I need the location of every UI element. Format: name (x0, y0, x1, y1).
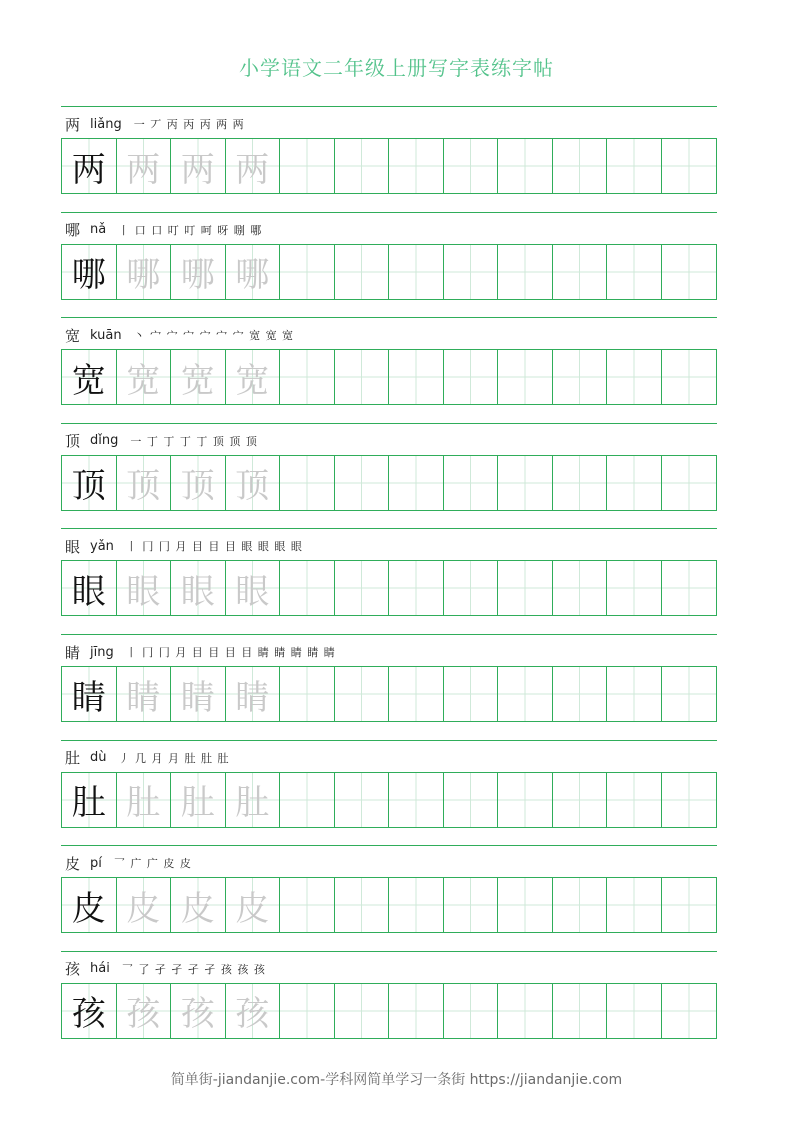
grid-cell (498, 773, 553, 827)
grid-cell (607, 878, 662, 932)
grid-cell (444, 878, 499, 932)
grid-cell (62, 878, 117, 932)
grid-cell (335, 984, 390, 1038)
char-header (65, 747, 230, 769)
trace-char: 两 (126, 149, 161, 190)
grid-cell (280, 878, 335, 932)
grid-cell (171, 139, 226, 193)
grid-cell (662, 561, 717, 615)
trace-char: 睛 (235, 677, 270, 718)
grid-cell (280, 984, 335, 1038)
grid-cell (171, 773, 226, 827)
grid-cell (280, 667, 335, 721)
grid-cell (389, 139, 444, 193)
grid-cell (226, 456, 281, 510)
stroke-order: 丨 冂 冂 月 目 目 目 眼 眼 眼 眼 (125, 540, 303, 554)
stroke-order: 丶 宀 宀 宀 宀 宀 宀 宽 宽 宽 (133, 329, 295, 343)
grid-cell (62, 667, 117, 721)
grid-cell (226, 667, 281, 721)
trace-char: 睛 (180, 677, 215, 718)
trace-char: 皮 (126, 888, 161, 929)
pinyin: nǎ (90, 222, 107, 238)
separator-line (61, 845, 717, 846)
writing-grid (61, 983, 717, 1039)
trace-char: 哪 (235, 255, 270, 296)
grid-cell (117, 456, 172, 510)
trace-char: 两 (180, 149, 215, 190)
grid-cell (662, 456, 717, 510)
writing-grid (61, 560, 717, 616)
header-char: 睛 (65, 643, 81, 662)
grid-cell (171, 561, 226, 615)
grid-cell (62, 245, 117, 299)
grid-cell (553, 984, 608, 1038)
trace-char: 顶 (126, 466, 161, 507)
grid-cell (117, 667, 172, 721)
char-header (65, 852, 192, 874)
trace-char: 肚 (126, 783, 161, 824)
grid-cell (226, 561, 281, 615)
grid-cell (335, 350, 390, 404)
grid-cell (335, 667, 390, 721)
grid-cell (62, 561, 117, 615)
model-char: 顶 (71, 466, 106, 507)
header-char: 皮 (65, 854, 81, 873)
page-title: 小学语文二年级上册写字表练字帖 (239, 56, 554, 80)
grid-cell (117, 878, 172, 932)
footer-text: 简单街-jiandanjie.com-学科网简单学习一条街 https://jiandanjie.com (170, 1072, 623, 1088)
grid-cell (335, 878, 390, 932)
char-entry (61, 317, 717, 423)
grid-cell (280, 245, 335, 299)
grid-cell (607, 667, 662, 721)
pinyin: yǎn (90, 538, 114, 554)
char-header (65, 641, 336, 663)
grid-cell (171, 456, 226, 510)
grid-cell (389, 773, 444, 827)
grid-cell (117, 350, 172, 404)
writing-grid (61, 877, 717, 933)
grid-cell (171, 245, 226, 299)
grid-cell (62, 773, 117, 827)
grid-cell (444, 350, 499, 404)
grid-cell (335, 139, 390, 193)
grid-cell (498, 139, 553, 193)
separator-line (61, 106, 717, 107)
char-entry (61, 845, 717, 951)
header-char: 宽 (65, 326, 81, 345)
writing-grid (61, 138, 717, 194)
grid-cell (553, 773, 608, 827)
grid-cell (498, 667, 553, 721)
grid-cell (607, 139, 662, 193)
stroke-order: 丿 几 月 月 肚 肚 肚 (118, 751, 230, 765)
grid-cell (444, 456, 499, 510)
header-char: 两 (65, 115, 81, 134)
grid-cell (62, 139, 117, 193)
grid-cell (498, 984, 553, 1038)
grid-cell (662, 984, 717, 1038)
char-header (65, 430, 258, 452)
header-char: 肚 (65, 749, 81, 768)
pinyin: dǐng (90, 433, 119, 449)
trace-char: 肚 (180, 783, 215, 824)
pinyin: hái (90, 961, 110, 977)
stroke-order: 一 丆 丙 丙 丙 两 两 (133, 118, 245, 131)
pinyin: pí (90, 855, 102, 871)
trace-char: 眼 (235, 571, 270, 612)
trace-char: 宽 (126, 360, 161, 401)
trace-char: 皮 (180, 888, 215, 929)
pinyin: jīng (90, 644, 114, 660)
char-header (65, 324, 294, 346)
grid-cell (498, 561, 553, 615)
grid-cell (280, 350, 335, 404)
separator-line (61, 528, 717, 529)
grid-cell (171, 350, 226, 404)
grid-cell (444, 773, 499, 827)
trace-char: 肚 (235, 783, 270, 824)
grid-cell (607, 773, 662, 827)
grid-cell (389, 667, 444, 721)
pinyin: liǎng (90, 116, 122, 132)
trace-char: 睛 (126, 677, 161, 718)
grid-cell (444, 984, 499, 1038)
grid-cell (171, 667, 226, 721)
grid-cell (662, 245, 717, 299)
char-entry (61, 528, 717, 634)
grid-cell (553, 456, 608, 510)
model-char: 孩 (71, 994, 106, 1035)
char-header (65, 958, 266, 980)
grid-cell (553, 245, 608, 299)
separator-line (61, 423, 717, 424)
grid-cell (444, 667, 499, 721)
grid-cell (389, 245, 444, 299)
grid-cell (62, 350, 117, 404)
grid-cell (117, 984, 172, 1038)
grid-cell (444, 139, 499, 193)
grid-cell (498, 456, 553, 510)
grid-cell (117, 245, 172, 299)
grid-cell (335, 456, 390, 510)
grid-cell (226, 773, 281, 827)
writing-grid (61, 244, 717, 300)
grid-cell (553, 561, 608, 615)
stroke-order: 丨 口 口 叮 叮 呵 呀 哵 哪 (118, 223, 263, 237)
grid-cell (444, 561, 499, 615)
grid-cell (226, 245, 281, 299)
separator-line (61, 634, 717, 635)
grid-cell (498, 245, 553, 299)
grid-cell (226, 139, 281, 193)
grid-cell (62, 456, 117, 510)
trace-char: 宽 (235, 360, 270, 401)
writing-grid (61, 455, 717, 511)
grid-cell (389, 561, 444, 615)
grid-cell (171, 878, 226, 932)
model-char: 眼 (71, 571, 106, 612)
model-char: 皮 (71, 888, 106, 929)
grid-cell (117, 139, 172, 193)
grid-cell (280, 456, 335, 510)
grid-cell (607, 456, 662, 510)
stroke-order: 乛 了 孑 孑 孑 孑 孩 孩 孩 (121, 962, 266, 976)
stroke-order: 乛 广 广 皮 皮 (113, 857, 192, 871)
grid-cell (662, 350, 717, 404)
header-char: 眼 (65, 537, 81, 556)
char-entry (61, 740, 717, 846)
grid-cell (662, 878, 717, 932)
grid-cell (280, 773, 335, 827)
char-header (65, 113, 245, 135)
char-entry (61, 212, 717, 318)
trace-char: 孩 (180, 994, 215, 1035)
grid-cell (335, 773, 390, 827)
grid-cell (662, 667, 717, 721)
char-entry (61, 951, 717, 1057)
separator-line (61, 317, 717, 318)
pinyin: dù (90, 750, 107, 766)
trace-char: 顶 (180, 466, 215, 507)
grid-cell (389, 456, 444, 510)
grid-cell (335, 245, 390, 299)
trace-char: 宽 (180, 360, 215, 401)
header-char: 顶 (65, 432, 81, 451)
grid-cell (62, 984, 117, 1038)
grid-cell (280, 139, 335, 193)
model-char: 两 (71, 149, 106, 190)
grid-cell (444, 245, 499, 299)
grid-cell (226, 350, 281, 404)
grid-cell (498, 878, 553, 932)
grid-cell (553, 667, 608, 721)
model-char: 哪 (71, 255, 106, 296)
grid-cell (335, 561, 390, 615)
char-entry (61, 106, 717, 212)
char-entry (61, 634, 717, 740)
grid-cell (117, 773, 172, 827)
trace-char: 眼 (126, 571, 161, 612)
trace-char: 哪 (126, 255, 161, 296)
model-char: 肚 (71, 783, 106, 824)
separator-line (61, 951, 717, 952)
model-char: 睛 (71, 677, 106, 718)
grid-cell (607, 350, 662, 404)
pinyin: kuān (90, 327, 122, 343)
grid-cell (226, 878, 281, 932)
grid-cell (171, 984, 226, 1038)
char-header (65, 219, 262, 241)
char-header (65, 535, 303, 557)
grid-cell (226, 984, 281, 1038)
grid-cell (389, 350, 444, 404)
grid-cell (607, 561, 662, 615)
trace-char: 哪 (180, 255, 215, 296)
grid-cell (662, 773, 717, 827)
grid-cell (662, 139, 717, 193)
grid-cell (607, 984, 662, 1038)
grid-cell (607, 245, 662, 299)
trace-char: 眼 (180, 571, 215, 612)
writing-grid (61, 666, 717, 722)
grid-cell (389, 984, 444, 1038)
model-char: 宽 (71, 360, 106, 401)
grid-cell (117, 561, 172, 615)
trace-char: 顶 (235, 466, 270, 507)
writing-grid (61, 349, 717, 405)
separator-line (61, 212, 717, 213)
trace-char: 皮 (235, 888, 270, 929)
trace-char: 孩 (126, 994, 161, 1035)
writing-grid (61, 772, 717, 828)
grid-cell (498, 350, 553, 404)
grid-cell (280, 561, 335, 615)
stroke-order: 一 丁 丁 丁 丁 顶 顶 顶 (130, 434, 258, 448)
char-entry (61, 423, 717, 529)
grid-cell (389, 878, 444, 932)
grid-cell (553, 350, 608, 404)
header-char: 孩 (65, 960, 81, 979)
stroke-order: 丨 冂 冂 月 目 目 目 目 睛 睛 睛 睛 睛 (125, 646, 336, 659)
header-char: 哪 (65, 221, 81, 240)
trace-char: 孩 (235, 994, 270, 1035)
trace-char: 两 (235, 149, 270, 190)
separator-line (61, 740, 717, 741)
grid-cell (553, 878, 608, 932)
grid-cell (553, 139, 608, 193)
